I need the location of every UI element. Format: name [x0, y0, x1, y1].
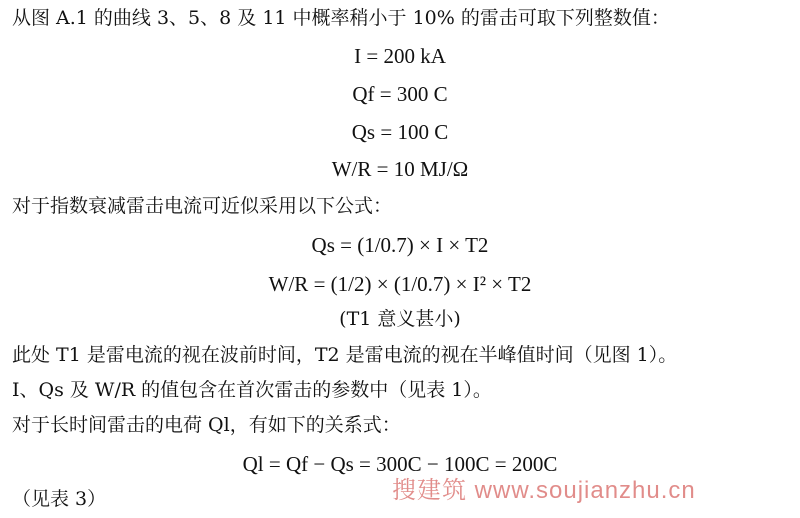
t1-t2-definition: 此处 T1 是雷电流的视在波前时间，T2 是雷电流的视在半峰值时间（见图 1）。	[12, 344, 678, 366]
formula-specific-energy: W/R = 10 MJ/Ω	[331, 157, 469, 181]
t1-note: (T1 意义甚小)	[339, 308, 461, 330]
first-stroke-parameters-sentence: I、Qs 及 W/R 的值包含在首次雷击的参数中（见表 1）。	[12, 379, 492, 401]
formula-charge-short: Qs = 100 C	[351, 120, 449, 144]
formula-wr-approx: W/R = (1/2) × (1/0.7) × I² × T2	[268, 272, 532, 296]
long-stroke-sentence: 对于长时间雷击的电荷 Ql，有如下的关系式：	[12, 414, 401, 436]
formula-long-stroke-charge: Ql = Qf − Qs = 300C − 100C = 200C	[242, 452, 558, 476]
exponential-decay-sentence: 对于指数衰减雷击电流可近似采用以下公式：	[12, 195, 393, 217]
formula-current: I = 200 kA	[354, 44, 446, 68]
intro-sentence: 从图 A.1 的曲线 3、5、8 及 11 中概率稍小于 10% 的雷击可取下列整数值：	[12, 7, 670, 29]
formula-qs-approx: Qs = (1/0.7) × I × T2	[311, 233, 489, 257]
formula-charge-flash: Qf = 300 C	[352, 82, 448, 106]
see-table-3: （见表 3）	[12, 488, 107, 510]
watermark: 搜建筑 www.soujianzhu.cn	[392, 477, 696, 504]
